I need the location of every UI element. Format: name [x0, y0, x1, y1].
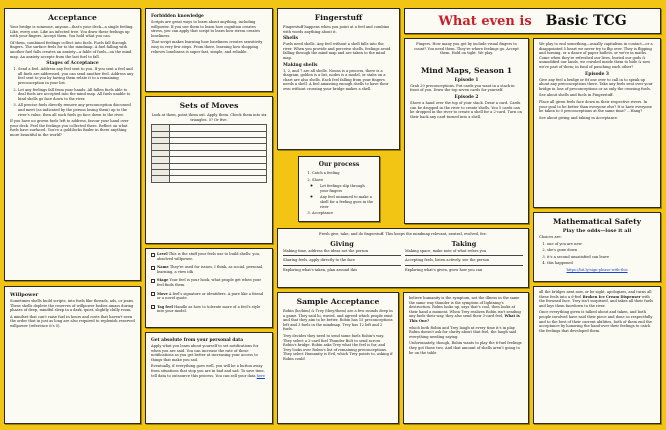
- sample-right-p2: which both Robin and Trey laugh at every time it's in play. Robin doesn't ask for clarity about that feel, the laugh said everything needing saying.: [409, 325, 517, 339]
- sets-of-moves-card: [145, 96, 273, 244]
- get-absolute-title: Get absolute from your personal data: [151, 338, 244, 343]
- checkbox-icon[interactable]: [151, 305, 155, 309]
- here-link[interactable]: here: [256, 373, 265, 378]
- willpower-p2: A mindset that can't raise fuel in hours and costs that haven't seen the order that in just as long are also required to replenish reserved willpower (reference it's 5).: [10, 314, 135, 328]
- acceptance-p1: Your bridge is someone, anyone—that's your deck—a single feeling. Like, every one. Like an infected tree. You draw these feelings up with your fingers. Accept them. You hold what you can.: [10, 25, 134, 39]
- math-safety-item: 3. it's a second unsatisfied can leave: [547, 255, 655, 260]
- forbidden-card: [145, 8, 273, 92]
- shells-title: Shells: [283, 36, 298, 42]
- math-safety-item: 4. this happened: [547, 261, 655, 266]
- ep1-title: Episode 1: [454, 77, 479, 83]
- acceptance-p3: If you have no grown fuels left to address, favour your hand over your deck. Feel the feelings you collected there. Reflect on what fuels have surfaced. You're a goldilocks finder in there anything more beautiful in the world?: [10, 119, 129, 137]
- making-shells-text: 1, 2, and 7 are all shells. Nouns is a process, there is a diagram, golden is a list, nodes is a model, or stabs on a chart are also shells. Each feel falling from your fingers needs a shell. A feel amassing enough shells to have their own without crossing your bridge makes a shell.: [283, 68, 389, 91]
- checkbox-icon[interactable]: [151, 292, 155, 296]
- giving-column: [283, 239, 401, 275]
- stage-item: 1. Send a feel. Address any feel sent to you. If you sent a feel and all fuels are addressed, you can send another feel. Address any feel sent to you by having them relate it to a remaining preconception in your list.: [18, 67, 135, 85]
- checklist-item[interactable]: Level This is the stuff your feels use to build shells: you, absolved willpower.: [151, 252, 267, 263]
- willpower-p1: Sometimes shells build scripts, into fuels like threads, ads, or jeans. These shells deplete the reserves of willpower bodies amass during phases of deep, mindful sleep in a dark, quiet, slightly chilly room.: [10, 299, 135, 313]
- moves-table: [151, 124, 267, 183]
- moves-key-cell: [152, 176, 170, 182]
- final-right-p2: Once everything given is talked about and taken, and both people involved have said their piece and done so respectfully and to the best of their current abilities, both of them end the acceptance by honoring the hand-over their feelings to catch the feelings that developed them.: [539, 310, 653, 333]
- taking-item: Accepting feels, listen actively, see the person: [405, 258, 490, 263]
- willpower-card: [4, 286, 141, 424]
- mind-maps-card: [404, 38, 529, 224]
- checklist-card: [145, 248, 273, 328]
- sets-of-moves-title: Sets of Moves: [179, 101, 239, 110]
- play-notes-card: [533, 38, 661, 208]
- checklist-item[interactable]: Tag feel Handle as how to tolerate more of a feel's style into your model.: [151, 305, 267, 316]
- math-safety-card: [533, 212, 661, 282]
- process-step: ◦ Let feelings slip through your fingers ◦ Any feel unnamed to make a shell for a feeling goes in the river: [312, 184, 374, 209]
- acceptance-p2: Of them, combined feelings collect into fuels. Fuels fall through fingers. The surface feels for to the mindmap. A fuel falling with another fuel falls creates an anxiety—a fable of fuels—on the mind map. An anxiety accepts from the last fuel to fall.: [10, 40, 132, 59]
- giving-taking-card: [277, 228, 529, 288]
- stage-item: 2. Let any feelings fall from your hands. All fallen fuels able to deal fuels are accepted into the mind map. All fuels unable to bind shells go face down to the river.: [18, 88, 135, 102]
- ep2-title: Episode 2: [454, 94, 479, 100]
- title-card: [404, 8, 661, 34]
- math-safety-sub: Play the odds—lose it all: [562, 228, 632, 234]
- sample-right-p1: believe humanity is the symptom, not the illness in the same the same way thunder is the symptom of lightning's destruction. Robin looks up, says that's cool, then looks at their hand a moment. When Trey realizes Robin isn't sending any fuels their way, they also send their 3-card feel, What is This One?: [409, 296, 521, 323]
- sample-acceptance-card: [277, 292, 399, 424]
- our-process-card: [298, 156, 380, 222]
- get-absolute-card: [145, 332, 273, 424]
- fingerstuff-intro: Fingerstuff happens when you point at a feel and combine with words anything about it.: [283, 25, 390, 34]
- ep1-text: Grab 20 preconceptions. Put cards you want in a stack in front of you. Draw the top seven cards for yourself.: [410, 83, 515, 93]
- giving-taking-intro: Fresh give, take, and do fingerstuff. This keeps the mindmap relevant, neutral, evolved, fee.: [319, 232, 487, 236]
- our-process-title: Our process: [318, 161, 360, 168]
- process-step: 3. Acceptance: [312, 211, 374, 216]
- ep3-title: Episode 3: [585, 71, 609, 77]
- process-step: 1. Catch a feeling: [312, 171, 374, 176]
- title-main: Basic TCG: [545, 13, 627, 29]
- sets-of-moves-sub: Look at them, point them out. Apply them. Check them into six triangles. 5? Or five.: [151, 113, 267, 122]
- ep2-text: Shove a hand over the top of your stack. Draw a card. Cards can be dropped in the river to create shells. You 5 cards can be dropped in the river to create a shell for a 2-card. Turn on their back any card turned into a shell.: [410, 100, 522, 119]
- sample-acceptance-p2: Trey decides they need to send some fuels Robin's way. They select a 2-card fuel Thunder Bolt to send across Robin's bridge. Robin asks Trey what the feel is for, and Trey looks over Robin's list of remaining preconceptions. They select Humanity is Evil, which Trey points to, asking if Robin could: [283, 333, 393, 361]
- forbidden-p2: That script makes learning how loneliness creates sensitivity easy in very few steps. From there, learning how shopping relieves loneliness is super fast, simple, and reliable.: [151, 40, 263, 54]
- mind-maps-title: Mind Maps, Season 1: [421, 65, 512, 75]
- math-safety-item: 1. one of you are new: [547, 242, 655, 247]
- fingerstuff-title: Fingerstuff: [314, 13, 363, 22]
- taking-column: [405, 239, 523, 275]
- math-safety-list: [539, 242, 655, 266]
- checkbox-icon[interactable]: [151, 253, 155, 257]
- acceptance-card: [4, 8, 141, 281]
- checkbox-icon[interactable]: [151, 266, 155, 270]
- taking-item: Making space, make note of what refers you: [405, 248, 487, 253]
- shells-text: Fuels need shells. Any feel without a shell falls into the river. When you provide and perceive shells, feelings avoid falling through the mind map and are taken to the mind map.: [283, 42, 391, 60]
- play-notes-p2: Give any feel a bridge or fit one over to call in to speak up about any preconceptions there. Take any feels sent over your bridge in loss of preconceptions or as only the crossing fuels.: [539, 77, 653, 91]
- stage-item: 3. All precise fuels directly remove any preconception discussed and meet (as indicated by the person losing them) up to the river's value, then all such fuels go face down to the river.: [18, 103, 135, 117]
- giving-title: Giving: [330, 239, 354, 248]
- title-pre: What even is: [438, 13, 532, 29]
- sample-right-p3: Unfortunately, though, Robin wants to play the 6-fuel feelings they got those two. And that amount of shells aren't going to be on the table: [409, 341, 522, 355]
- taking-item: Exploring what's given, grow how you can: [405, 267, 483, 272]
- process-steps: [304, 171, 374, 216]
- play-notes-p5: See about giving and taking in Acceptance.: [539, 115, 619, 120]
- get-absolute-p1: Apply what you learn about yourself to set notifications for when you are said. You can increase the rate of these notifications as you get better at increasing your access to things that make you sad.: [151, 344, 259, 362]
- mind-maps-intro: Fingers. How many you get by include visual fingers to count? You need them. They're where feelings go. Accept them. Hold on tight. We play.: [414, 42, 519, 56]
- moves-value-cell: [170, 176, 267, 182]
- checkbox-icon[interactable]: [151, 279, 155, 283]
- willpower-title: Willpower: [10, 292, 39, 298]
- sample-continued-card: [403, 292, 529, 424]
- play-notes-p1: We play to end something—usually capitalism in contact—or a disappointed 5 heart we never try to flip over. They is flipping and turning, or a dance of paper bullets, or we're in maths. Come when they're refreshed our lives, buried our gods & unmodified our lands, we crawled inside them to hide & now we're part of them; in fond of punching each other?: [539, 42, 653, 69]
- math-safety-intro: Choices are:: [539, 235, 562, 239]
- forbidden-title: Forbidden knowledge: [151, 14, 204, 19]
- stages-title: Stages of Acceptance: [46, 61, 99, 67]
- taking-title: Taking: [451, 239, 477, 248]
- acceptance-title: Acceptance: [48, 13, 97, 22]
- final-right-p1: all the bridges next now, or be sight, apologizes, and turns all these feels into a 6-feel Broken Ice Cream Dispenser with the frowned face. Trey isn't surprised, and takes all their fuels and lays them facedown to the river.: [539, 290, 654, 308]
- stages-list: [10, 67, 135, 117]
- sample-acceptance-p1: Robin (he/him) & Trey (they/them) are a few rounds deep in a game. They said hi, waved, and agreed which people exist and that they aim to be better. Robin has 15 preconceptions left and 3 fuels in the mindmap. Trey has 12 left and 2 fuels.: [283, 309, 393, 332]
- process-step: 2. Shove: [312, 178, 374, 183]
- checklist-item[interactable]: Name They're used for issues, I think, as social, personal, learning, a view idk: [151, 265, 267, 276]
- giving-item: Making time, address the ideas not the person: [283, 248, 369, 253]
- making-shells-title: Making shells: [283, 62, 318, 68]
- math-safety-title: Mathematical Safety: [552, 217, 642, 226]
- math-safety-item: 2. she's gone down: [547, 248, 655, 253]
- giving-item: Sharing feels, apply directly to the face: [283, 258, 355, 263]
- giving-item: Exploring what's taken, plan around this: [283, 267, 358, 272]
- get-absolute-p2: Eventually, if everything goes well, you will be a button away from situations that stop you are in bad and sad. To save time, tell data to outsource this process. You can sell your data here: [151, 364, 265, 378]
- final-right-card: [533, 286, 661, 424]
- fingerstuff-card: [277, 8, 400, 150]
- math-safety-link[interactable]: https://bit.ly/sign-please-with-this: [566, 267, 628, 272]
- forbidden-p1: Scripts are great ways to learn about anything, including willpower. If you use them to learn how cognition creates stress, you can apply that script to learn how stress creates loneliness.: [151, 20, 260, 38]
- moves-row: [152, 176, 267, 182]
- checklist-item[interactable]: Move A feel's signature or identifiers. A pure like a friend or a novel quote.: [151, 292, 267, 303]
- play-notes-p3: See about shells and fuels in Fingerstuff.: [539, 93, 614, 98]
- checklist-item[interactable]: Stage Your feel is your hook, what people get when your feel finds them.: [151, 278, 267, 289]
- play-notes-p4: Place all given feels face down in their respective rivers. In your goal to be better than everyone else? It is have everyone be taken to 0 preconceptions at the same time? …Hang?: [539, 99, 652, 114]
- sample-acceptance-title: Sample Acceptance: [296, 297, 380, 306]
